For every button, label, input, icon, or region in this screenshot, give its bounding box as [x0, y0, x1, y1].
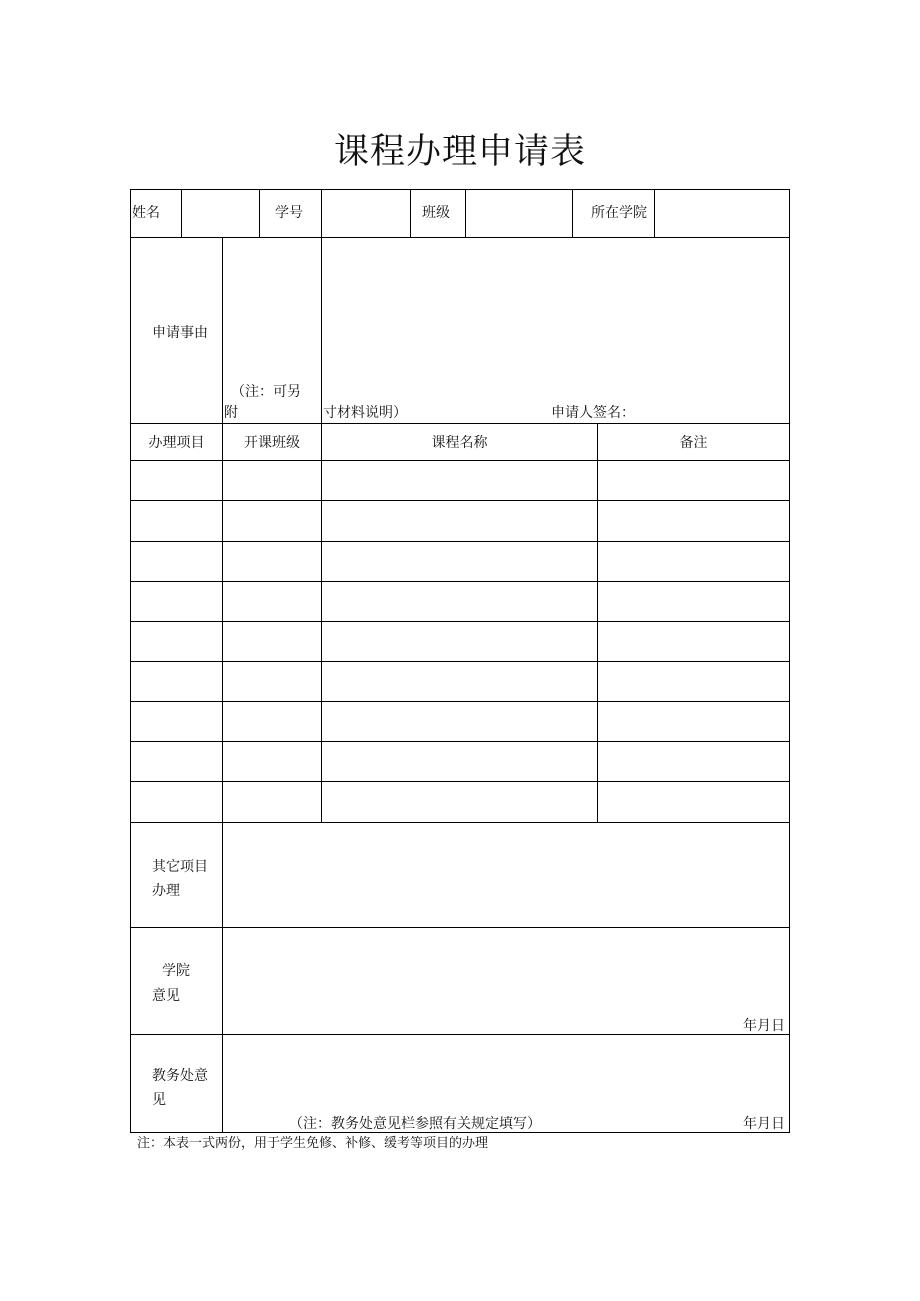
header-item: 办理项目	[148, 435, 205, 451]
table-border-right	[789, 189, 790, 1133]
table-cell-r4-c2[interactable]	[223, 582, 321, 621]
college-label: 所在学院	[591, 205, 647, 221]
academic-opinion-date: 年月日	[743, 1116, 785, 1132]
table-cell-r9-c4[interactable]	[598, 782, 789, 821]
table-cell-r6-c1[interactable]	[131, 662, 222, 701]
table-cell-r4-c4[interactable]	[598, 582, 789, 621]
academic-opinion-note: （注：教务处意见栏参照有关规定填写）	[289, 1116, 541, 1132]
student-id-label: 学号	[275, 205, 303, 221]
table-cell-r5-c1[interactable]	[131, 622, 222, 661]
table-cell-r6-c3[interactable]	[322, 662, 597, 701]
table-cell-r3-c1[interactable]	[131, 542, 222, 581]
table-cell-r7-c3[interactable]	[322, 702, 597, 741]
college-opinion-label-line1: 学院	[162, 963, 190, 979]
academic-opinion-label-line1: 教务处意	[152, 1068, 208, 1084]
table-cell-r5-c4[interactable]	[598, 622, 789, 661]
reason-note-part1: （注：可另	[231, 384, 301, 400]
class-field[interactable]	[466, 190, 572, 237]
row1-divider-2	[259, 189, 260, 237]
table-cell-r2-c2[interactable]	[223, 501, 321, 540]
header-class: 开课班级	[244, 435, 300, 451]
other-field[interactable]	[223, 823, 789, 927]
class-label: 班级	[422, 205, 450, 221]
table-cell-r6-c2[interactable]	[223, 662, 321, 701]
table-cell-r2-c3[interactable]	[322, 501, 597, 540]
table-cell-r8-c3[interactable]	[322, 742, 597, 781]
signature-label: 申请人签名：	[551, 405, 635, 421]
footnote: 注：本表一式两份，用于学生免修、补修、缓考等项目的办理	[137, 1136, 489, 1151]
table-cell-r1-c2[interactable]	[223, 461, 321, 500]
header-course-name: 课程名称	[431, 435, 488, 451]
row1-divider-6	[572, 189, 573, 237]
reason-label: 申请事由	[152, 325, 208, 341]
page-title: 课程办理申请表	[333, 132, 586, 172]
table-cell-r5-c2[interactable]	[223, 622, 321, 661]
table-cell-r7-c2[interactable]	[223, 702, 321, 741]
table-cell-r4-c3[interactable]	[322, 582, 597, 621]
table-cell-r2-c1[interactable]	[131, 501, 222, 540]
table-cell-r8-c2[interactable]	[223, 742, 321, 781]
table-cell-r3-c4[interactable]	[598, 542, 789, 581]
college-opinion-label-line2: 意见	[152, 988, 180, 1004]
table-cell-r5-c3[interactable]	[322, 622, 597, 661]
academic-opinion-label-line2: 见	[152, 1092, 166, 1108]
table-cell-r8-c4[interactable]	[598, 742, 789, 781]
student-id-field[interactable]	[322, 190, 410, 237]
table-border-left	[130, 189, 131, 1133]
table-cell-r3-c2[interactable]	[223, 542, 321, 581]
reason-bottom-line	[130, 423, 790, 424]
table-cell-r4-c1[interactable]	[131, 582, 222, 621]
name-field[interactable]	[182, 190, 259, 237]
other-label-line2: 办理	[152, 883, 180, 899]
table-cell-r1-c3[interactable]	[322, 461, 597, 500]
college-opinion-date: 年月日	[743, 1018, 785, 1034]
academic-opinion-field[interactable]	[223, 1035, 789, 1111]
header-remarks: 备注	[679, 435, 708, 451]
name-label: 姓名	[132, 205, 160, 221]
table-cell-r7-c1[interactable]	[131, 702, 222, 741]
table-cell-r6-c4[interactable]	[598, 662, 789, 701]
row1-divider-4	[410, 189, 411, 237]
table-cell-r8-c1[interactable]	[131, 742, 222, 781]
table-cell-r9-c2[interactable]	[223, 782, 321, 821]
table-cell-r1-c4[interactable]	[598, 461, 789, 500]
table-cell-r2-c4[interactable]	[598, 501, 789, 540]
reason-note-part2: 附	[224, 405, 238, 421]
table-cell-r9-c3[interactable]	[322, 782, 597, 821]
table-cell-r9-c1[interactable]	[131, 782, 222, 821]
table-cell-r7-c4[interactable]	[598, 702, 789, 741]
reason-note-part3: 寸材料说明）	[323, 405, 407, 421]
college-opinion-field[interactable]	[223, 928, 789, 1013]
table-cell-r1-c1[interactable]	[131, 461, 222, 500]
reason-field[interactable]	[322, 238, 789, 398]
other-label-line1: 其它项目	[152, 859, 208, 875]
table-cell-r3-c3[interactable]	[322, 542, 597, 581]
college-field[interactable]	[655, 190, 789, 237]
